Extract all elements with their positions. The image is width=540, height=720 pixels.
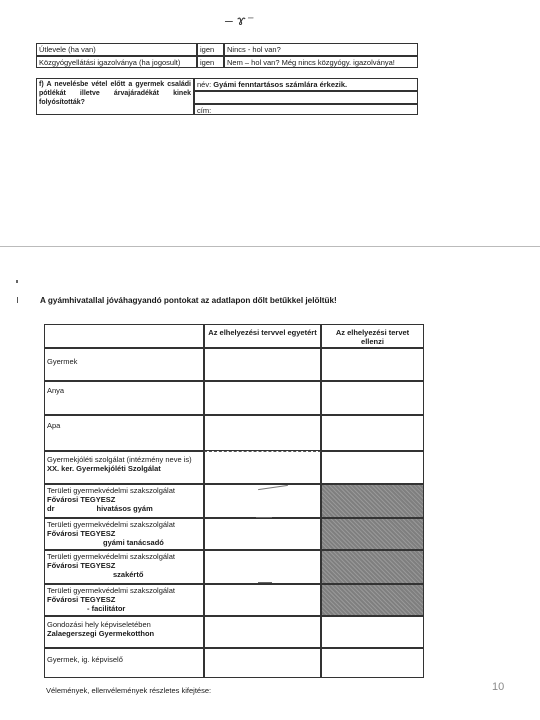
- advisor-line2: Fővárosi TEGYESZ: [47, 529, 116, 538]
- row-label-representative: [44, 648, 204, 678]
- healthcard-label: Közgyógyellátási igazolványa (ha jogosult): [39, 58, 181, 67]
- row-answer-passport: [197, 43, 224, 56]
- row-label-welfare: [44, 451, 204, 484]
- row-note-passport: [224, 43, 418, 56]
- mother-agree-cell: [204, 381, 321, 415]
- allowance-empty-cell: [194, 91, 418, 104]
- facilitator-disagree-cell-shaded: [321, 584, 424, 616]
- allowance-name-cell: [194, 78, 418, 91]
- facilitator-line1: Területi gyermekvédelmi szakszolgálat: [47, 586, 175, 595]
- representative-agree-cell: [204, 648, 321, 678]
- welfare-agree-cell: [204, 451, 321, 484]
- row-answer-healthcard: [197, 56, 224, 68]
- father-disagree-cell: [321, 415, 424, 451]
- healthcard-answer: igen: [200, 58, 215, 67]
- margin-mark: [17, 297, 22, 303]
- facilitator-line2: Fővárosi TEGYESZ: [47, 595, 116, 604]
- row-label-mother: [44, 381, 204, 415]
- row-label-facilitator: [44, 584, 204, 616]
- facilitator-agree-cell: [204, 584, 321, 616]
- header-agree: Az elhelyezési tervvel egyetért: [204, 324, 321, 348]
- row-label-guardian: [44, 484, 204, 518]
- section-title: A gyámhivatallal jóváhagyandó pontokat az adatlapon dőlt betűkkel jelöltük!: [40, 296, 337, 305]
- row-label-expert: [44, 550, 204, 584]
- expert-agree-cell: [204, 550, 321, 584]
- passport-note: Nincs - hol van?: [227, 45, 281, 54]
- guardian-role: hivatásos gyám: [96, 504, 153, 513]
- father-agree-cell: [204, 415, 321, 451]
- header-disagree: Az elhelyezési tervet ellenzi: [321, 324, 424, 348]
- passport-label: Útlevele (ha van): [39, 45, 96, 54]
- pen-scribble: [258, 582, 272, 583]
- welfare-line1: Gyermekjóléti szolgálat (intézmény neve is): [47, 455, 192, 464]
- mother-label: Anya: [47, 386, 65, 395]
- row-label-father: [44, 415, 204, 451]
- name-value: Gyámi fenntartásos számlára érkezik.: [213, 80, 348, 89]
- page-separator: [0, 246, 540, 247]
- guardian-line1: Területi gyermekvédelmi szakszolgálat: [47, 486, 175, 495]
- expert-role: szakértő: [113, 570, 144, 579]
- child-disagree-cell: [321, 348, 424, 381]
- representative-label: Gyermek, ig. képviselő: [47, 655, 123, 664]
- opinions-label: Vélemények, ellenvélemények részletes kifejtése:: [46, 686, 212, 695]
- mother-disagree-cell: [321, 381, 424, 415]
- row-label-carehome: [44, 616, 204, 648]
- representative-disagree-cell: [321, 648, 424, 678]
- guardian-disagree-cell-shaded: [321, 484, 424, 518]
- carehome-agree-cell: [204, 616, 321, 648]
- expert-line1: Területi gyermekvédelmi szakszolgálat: [47, 552, 175, 561]
- pen-scribble: [256, 517, 272, 518]
- advisor-disagree-cell-shaded: [321, 518, 424, 550]
- passport-answer: igen: [200, 45, 215, 54]
- expert-line2: Fővárosi TEGYESZ: [47, 561, 116, 570]
- expert-disagree-cell-shaded: [321, 550, 424, 584]
- allowance-address-cell: [194, 104, 418, 115]
- advisor-line1: Területi gyermekvédelmi szakszolgálat: [47, 520, 175, 529]
- father-label: Apa: [47, 421, 61, 430]
- child-agree-cell: [204, 348, 321, 381]
- row-note-healthcard: [224, 56, 418, 68]
- row-label-advisor: [44, 518, 204, 550]
- page-number: 10: [492, 681, 505, 693]
- row-label-child: [44, 348, 204, 381]
- handwritten-mark: – ɤ⁻: [225, 12, 253, 28]
- carehome-line2: Zalaegerszegi Gyermekotthon: [47, 629, 155, 638]
- healthcard-note: Nem – hol van? Még nincs közgyógy. igazolványa!: [227, 58, 395, 67]
- allowance-question: f) A nevelésbe vétel előtt a gyermek családi pótlékát illetve árvajáradékát kinek folyósították?: [36, 78, 194, 115]
- address-label: cím:: [197, 106, 212, 115]
- welfare-line2: XX. ker. Gyermekjóléti Szolgálat: [47, 464, 161, 473]
- header-blank-cell: [44, 324, 204, 348]
- guardian-dr: dr: [47, 504, 55, 513]
- carehome-disagree-cell: [321, 616, 424, 648]
- margin-mark: [16, 280, 18, 283]
- advisor-role: gyámi tanácsadó: [103, 538, 164, 547]
- carehome-line1: Gondozási hely képviseletében: [47, 620, 151, 629]
- row-label-healthcard: [36, 56, 197, 68]
- facilitator-role: - facilitátor: [87, 604, 126, 613]
- child-label: Gyermek: [47, 357, 78, 366]
- row-label-passport: [36, 43, 197, 56]
- name-label: név:: [197, 80, 212, 89]
- guardian-line2: Fővárosi TEGYESZ: [47, 495, 116, 504]
- advisor-agree-cell: [204, 518, 321, 550]
- welfare-disagree-cell: [321, 451, 424, 484]
